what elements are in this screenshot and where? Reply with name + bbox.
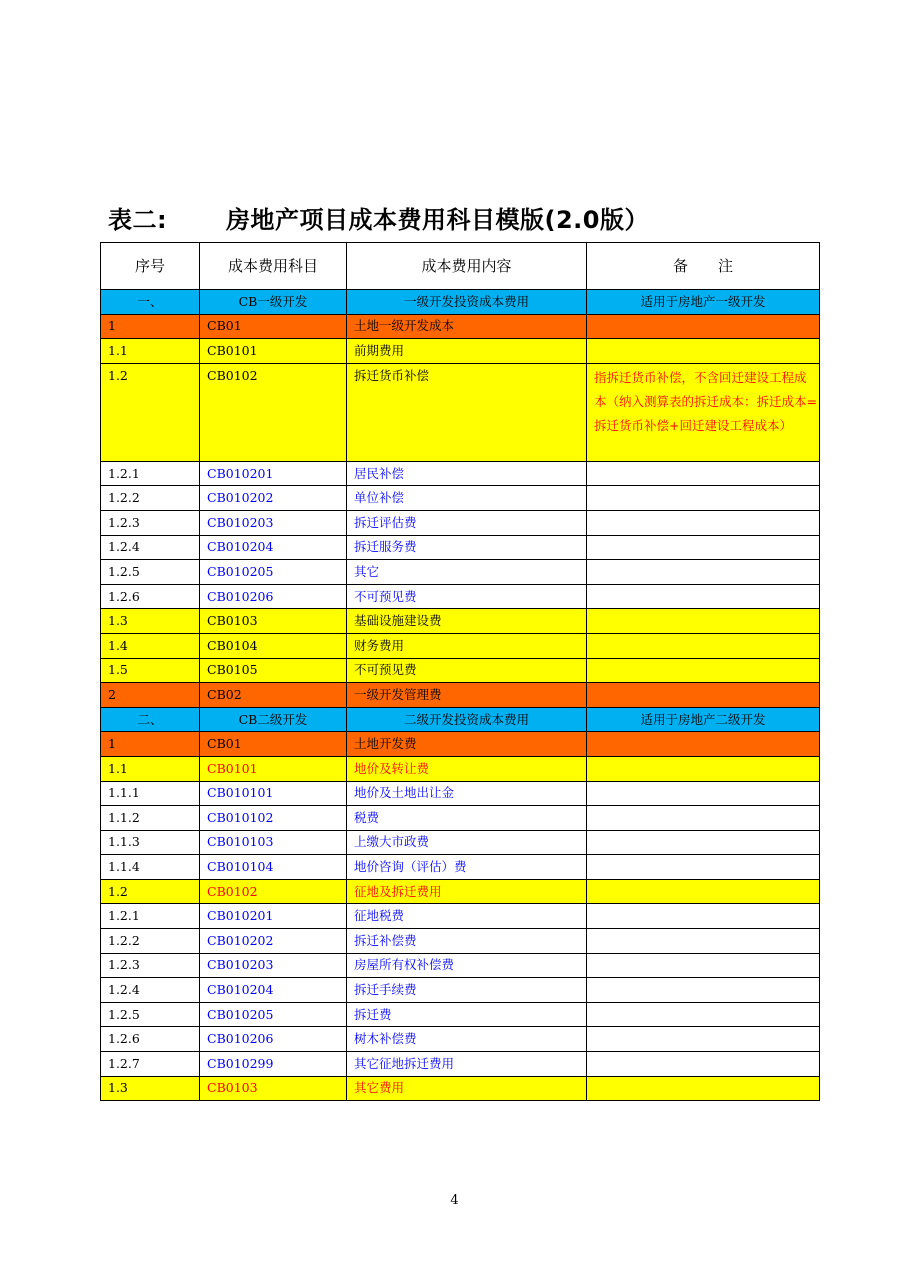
- table-row: [101, 609, 820, 634]
- row-remark: [587, 1076, 820, 1101]
- row-remark: [587, 929, 820, 954]
- row-cost-content: 前期费用: [347, 339, 587, 364]
- table-row: [101, 806, 820, 831]
- row-remark: 适用于房地产二级开发: [587, 707, 820, 732]
- row-account-code: CB010206: [200, 584, 347, 609]
- table-row: [101, 510, 820, 535]
- row-cost-content: 税费: [347, 806, 587, 831]
- table-row: [101, 978, 820, 1003]
- table-row: [101, 1052, 820, 1077]
- row-cost-content: 拆迁手续费: [347, 978, 587, 1003]
- row-remark: [587, 806, 820, 831]
- table-row: [101, 1002, 820, 1027]
- row-account-code: CB010103: [200, 830, 347, 855]
- table-row: [101, 339, 820, 364]
- row-account-code: CB0101: [200, 756, 347, 781]
- row-account-code: CB010202: [200, 486, 347, 511]
- row-cost-content: 拆迁货币补偿: [347, 363, 587, 461]
- row-account-code: CB010102: [200, 806, 347, 831]
- header-cost-content: 成本费用内容: [347, 243, 587, 290]
- row-remark: [587, 1002, 820, 1027]
- table-body: [101, 290, 820, 1101]
- row-cost-content: 居民补偿: [347, 461, 587, 486]
- row-sequence: 1.2.4: [101, 978, 200, 1003]
- row-sequence: 1.1.2: [101, 806, 200, 831]
- row-cost-content: 一级开发管理费: [347, 683, 587, 708]
- row-sequence: 1.2: [101, 363, 200, 461]
- table-header-row: [101, 243, 820, 290]
- page-number: 4: [450, 1193, 459, 1208]
- table-row: [101, 781, 820, 806]
- row-sequence: 1.2: [101, 879, 200, 904]
- row-sequence: 1.2.6: [101, 1027, 200, 1052]
- row-account-code: CB010299: [200, 1052, 347, 1077]
- row-account-code: CB010202: [200, 929, 347, 954]
- row-cost-content: 地价及转让费: [347, 756, 587, 781]
- row-remark: [587, 1027, 820, 1052]
- row-sequence: 1.2.7: [101, 1052, 200, 1077]
- row-cost-content: 征地税费: [347, 904, 587, 929]
- row-sequence: 1.3: [101, 609, 200, 634]
- row-account-code: CB0103: [200, 609, 347, 634]
- row-cost-content: 不可预见费: [347, 584, 587, 609]
- row-remark: [587, 314, 820, 339]
- row-account-code: CB010203: [200, 510, 347, 535]
- row-sequence: 2: [101, 683, 200, 708]
- row-sequence: 二、: [101, 707, 200, 732]
- row-sequence: 一、: [101, 290, 200, 315]
- row-sequence: 1.1.3: [101, 830, 200, 855]
- table-row: [101, 560, 820, 585]
- row-sequence: 1.2.3: [101, 510, 200, 535]
- table-row: [101, 461, 820, 486]
- row-account-code: CB010201: [200, 904, 347, 929]
- row-account-code: CB02: [200, 683, 347, 708]
- row-account-code: CB010203: [200, 953, 347, 978]
- table-row: [101, 658, 820, 683]
- row-account-code: CB01: [200, 732, 347, 757]
- table-row: [101, 535, 820, 560]
- row-sequence: 1.1.1: [101, 781, 200, 806]
- row-remark: [587, 461, 820, 486]
- table-row: [101, 904, 820, 929]
- row-account-code: CB0102: [200, 879, 347, 904]
- row-account-code: CB0102: [200, 363, 347, 461]
- row-remark: [587, 1052, 820, 1077]
- table-row: [101, 1027, 820, 1052]
- row-remark: [587, 978, 820, 1003]
- table-row: [101, 855, 820, 880]
- table-row: [101, 879, 820, 904]
- row-cost-content: 拆迁费: [347, 1002, 587, 1027]
- row-remark: [587, 486, 820, 511]
- table-row: [101, 584, 820, 609]
- row-remark: [587, 339, 820, 364]
- table-row: [101, 683, 820, 708]
- row-cost-content: 一级开发投资成本费用: [347, 290, 587, 315]
- row-cost-content: 其它费用: [347, 1076, 587, 1101]
- row-remark: 指拆迁货币补偿，不含回迁建设工程成本（纳入测算表的拆迁成本：拆迁成本=拆迁货币补偿+回迁建设工程成本）: [587, 363, 820, 461]
- row-remark: [587, 953, 820, 978]
- table-row: [101, 830, 820, 855]
- row-cost-content: 房屋所有权补偿费: [347, 953, 587, 978]
- row-sequence: 1.2.2: [101, 929, 200, 954]
- table-row: [101, 756, 820, 781]
- row-sequence: 1.2.3: [101, 953, 200, 978]
- section-row: [101, 290, 820, 315]
- row-cost-content: 拆迁评估费: [347, 510, 587, 535]
- row-account-code: CB010101: [200, 781, 347, 806]
- row-remark: [587, 609, 820, 634]
- table-row: [101, 633, 820, 658]
- row-remark: [587, 732, 820, 757]
- row-sequence: 1.2.1: [101, 461, 200, 486]
- table-label: 表二:: [108, 206, 168, 234]
- header-sequence: 序号: [101, 243, 200, 290]
- row-cost-content: 不可预见费: [347, 658, 587, 683]
- cost-account-table: [100, 242, 820, 1101]
- row-cost-content: 单位补偿: [347, 486, 587, 511]
- table-row: [101, 732, 820, 757]
- row-account-code: CB010204: [200, 978, 347, 1003]
- row-account-code: CB0104: [200, 633, 347, 658]
- row-account-code: CB0105: [200, 658, 347, 683]
- row-remark: [587, 535, 820, 560]
- row-remark: [587, 658, 820, 683]
- row-sequence: 1.4: [101, 633, 200, 658]
- row-sequence: 1.1: [101, 756, 200, 781]
- row-account-code: CB01: [200, 314, 347, 339]
- header-remarks: 备 注: [587, 243, 820, 290]
- table-title: 房地产项目成本费用科目模版(2.0版）: [226, 206, 649, 234]
- row-remark: [587, 855, 820, 880]
- row-cost-content: 拆迁补偿费: [347, 929, 587, 954]
- document-title: [108, 200, 649, 235]
- row-cost-content: 地价及土地出让金: [347, 781, 587, 806]
- row-cost-content: 征地及拆迁费用: [347, 879, 587, 904]
- table-row: [101, 1076, 820, 1101]
- row-remark: [587, 756, 820, 781]
- row-account-code: CB二级开发: [200, 707, 347, 732]
- row-remark: [587, 683, 820, 708]
- row-account-code: CB010104: [200, 855, 347, 880]
- row-remark: [587, 879, 820, 904]
- row-account-code: CB010206: [200, 1027, 347, 1052]
- row-cost-content: 土地开发费: [347, 732, 587, 757]
- row-account-code: CB一级开发: [200, 290, 347, 315]
- row-account-code: CB010201: [200, 461, 347, 486]
- row-remark: [587, 781, 820, 806]
- row-sequence: 1.2.4: [101, 535, 200, 560]
- row-cost-content: 土地一级开发成本: [347, 314, 587, 339]
- row-cost-content: 其它征地拆迁费用: [347, 1052, 587, 1077]
- row-account-code: CB010204: [200, 535, 347, 560]
- table-row: [101, 486, 820, 511]
- row-sequence: 1.2.1: [101, 904, 200, 929]
- section-row: [101, 707, 820, 732]
- row-account-code: CB010205: [200, 1002, 347, 1027]
- row-sequence: 1: [101, 314, 200, 339]
- table-row: [101, 314, 820, 339]
- row-cost-content: 拆迁服务费: [347, 535, 587, 560]
- row-sequence: 1: [101, 732, 200, 757]
- row-remark: [587, 560, 820, 585]
- row-remark: [587, 633, 820, 658]
- header-cost-account: 成本费用科目: [200, 243, 347, 290]
- row-sequence: 1.2.2: [101, 486, 200, 511]
- row-cost-content: 财务费用: [347, 633, 587, 658]
- row-cost-content: 树木补偿费: [347, 1027, 587, 1052]
- row-sequence: 1.5: [101, 658, 200, 683]
- row-sequence: 1.1: [101, 339, 200, 364]
- row-remark: [587, 830, 820, 855]
- row-remark: [587, 904, 820, 929]
- row-cost-content: 上缴大市政费: [347, 830, 587, 855]
- table-row: [101, 363, 820, 461]
- row-cost-content: 基础设施建设费: [347, 609, 587, 634]
- row-sequence: 1.3: [101, 1076, 200, 1101]
- row-remark: 适用于房地产一级开发: [587, 290, 820, 315]
- row-cost-content: 地价咨询（评估）费: [347, 855, 587, 880]
- row-sequence: 1.2.6: [101, 584, 200, 609]
- row-account-code: CB0101: [200, 339, 347, 364]
- table-row: [101, 929, 820, 954]
- row-cost-content: 其它: [347, 560, 587, 585]
- row-remark: [587, 510, 820, 535]
- row-account-code: CB0103: [200, 1076, 347, 1101]
- row-sequence: 1.2.5: [101, 560, 200, 585]
- row-sequence: 1.2.5: [101, 1002, 200, 1027]
- row-cost-content: 二级开发投资成本费用: [347, 707, 587, 732]
- row-remark: [587, 584, 820, 609]
- row-sequence: 1.1.4: [101, 855, 200, 880]
- table-row: [101, 953, 820, 978]
- row-account-code: CB010205: [200, 560, 347, 585]
